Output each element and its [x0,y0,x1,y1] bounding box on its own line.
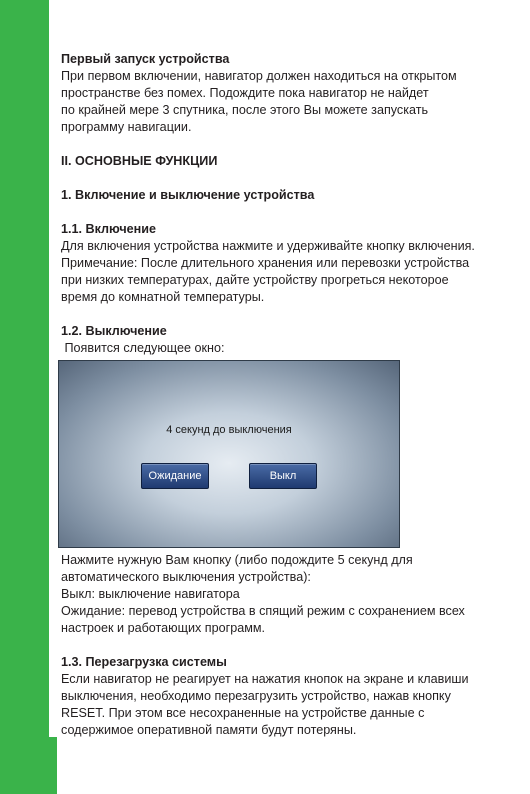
off-button[interactable]: Выкл [249,463,317,489]
first-launch-line-3: по крайней мере 3 спутника, после этого Вы можете запускать [61,103,429,117]
section-title: II. ОСНОВНЫЕ ФУНКЦИИ [61,154,218,168]
power-off-line-5: настроек и работающих программ. [61,621,266,635]
page-tab-marker [0,737,57,794]
sub-title: 1. Включение и выключение устройства [61,188,315,202]
standby-button[interactable]: Ожидание [141,463,209,489]
first-launch-heading: Первый запуск устройства [61,52,230,66]
reboot-line-3: RESET. При этом все несохраненные на устройстве данные с [61,706,425,720]
power-off-heading: 1.2. Выключение [61,324,167,338]
first-launch-line-2: пространстве без помех. Подождите пока навигатор не найдет [61,86,429,100]
power-off-intro: Появится следующее окно: [61,341,225,355]
power-on-line-4: время до комнатной температуры. [61,290,265,304]
left-green-band [0,0,49,794]
first-launch-line-1: При первом включении, навигатор должен находиться на открытом [61,69,457,83]
shutdown-countdown-message: 4 секунд до выключения [166,424,292,436]
power-off-line-3: Выкл: выключение навигатора [61,587,240,601]
power-on-heading: 1.1. Включение [61,222,157,236]
first-launch-line-4: программу навигации. [61,120,192,134]
power-off-line-2: автоматического выключения устройства): [61,570,311,584]
reboot-heading: 1.3. Перезагрузка системы [61,655,227,669]
power-off-line-1: Нажмите нужную Вам кнопку (либо подождите 5 секунд для [61,553,413,567]
reboot-line-1: Если навигатор не реагирует на нажатия кнопок на экране и клавиши [61,672,469,686]
reboot-line-2: выключения, необходимо перезагрузить устройство, нажав кнопку [61,689,451,703]
document-body [61,51,527,739]
shutdown-dialog-screenshot [58,360,400,548]
power-on-line-2: Примечание: После длительного хранения или перевозки устройства [61,256,470,270]
power-off-line-4: Ожидание: перевод устройства в спящий режим с сохранением всех [61,604,465,618]
reboot-line-4: содержимое оперативной памяти будут потеряны. [61,723,357,737]
power-on-line-3: при низких температурах, дайте устройству прогреться некоторое [61,273,449,287]
power-on-line-1: Для включения устройства нажмите и удерживайте кнопку включения. [61,239,475,253]
